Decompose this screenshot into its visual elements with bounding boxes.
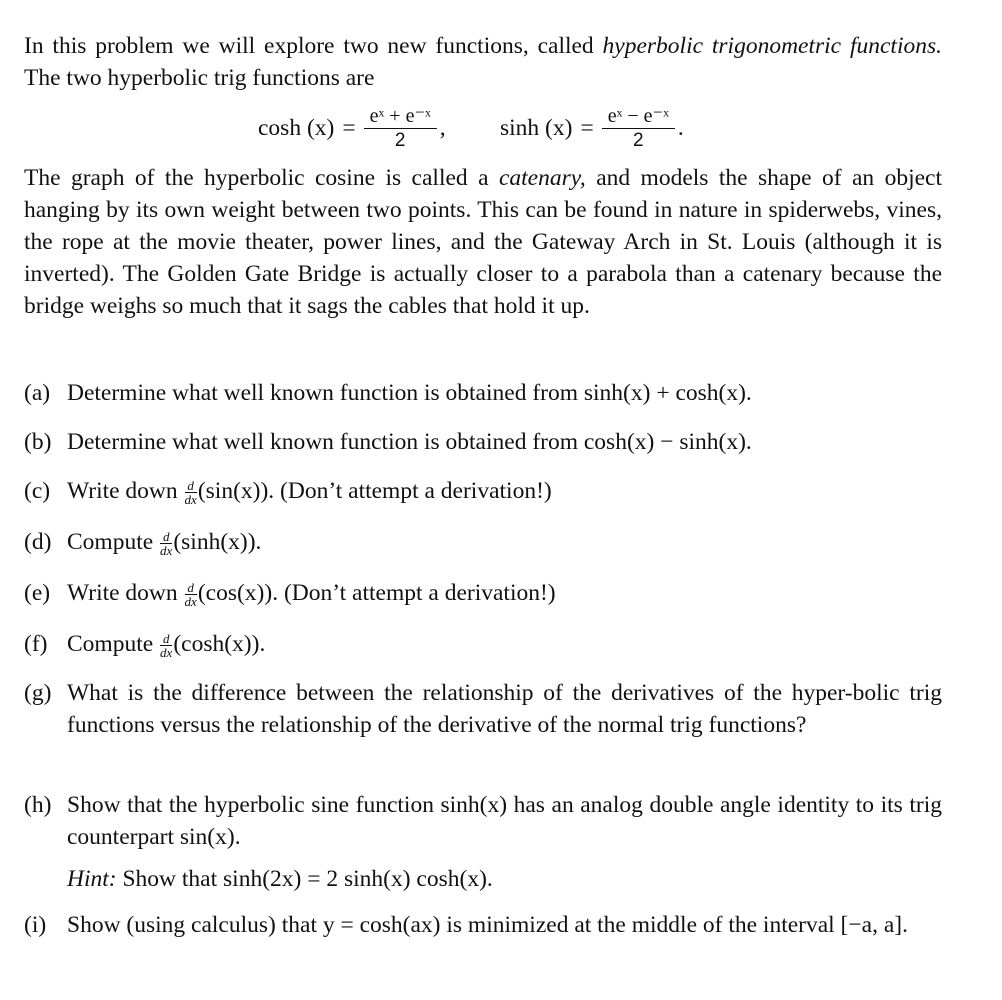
item-d-body <box>67 526 942 558</box>
item-f-ddx-num: d <box>162 631 170 647</box>
item-d-before: Compute <box>67 529 160 555</box>
item-c-body <box>67 475 942 507</box>
cosh-numerator: eˣ + e⁻ˣ <box>369 104 431 127</box>
item-e-before: Write down <box>67 580 184 606</box>
catenary-paragraph <box>24 162 942 322</box>
item-f-body <box>67 628 942 660</box>
cosh-fraction <box>364 104 437 153</box>
item-d-label: (d) <box>24 529 52 555</box>
sinh-numerator: eˣ − e⁻ˣ <box>607 104 669 127</box>
item-e-derivative-operator <box>185 581 197 608</box>
cosh-equation <box>258 96 446 160</box>
item-c <box>24 475 942 507</box>
item-f-label: (f) <box>24 631 48 657</box>
item-e <box>24 577 942 609</box>
cosh-denominator: 2 <box>394 129 406 151</box>
hyperbolic-definitions <box>24 96 942 160</box>
intro-text-after: The two hyperbolic trig functions are <box>24 65 375 91</box>
cosh-lhs: cosh (x) <box>258 115 335 141</box>
item-c-ddx-num: d <box>187 478 194 494</box>
intro-text-before: In this problem we will explore two new functions, called <box>24 33 603 59</box>
catenary-before: The graph of the hyperbolic cosine is called a <box>24 165 499 191</box>
item-g-label: (g) <box>24 680 52 706</box>
item-d-derivative-operator <box>160 530 172 557</box>
item-d-ddx-num: d <box>162 529 170 545</box>
item-h-hint-text: Show that sinh(2x) = 2 sinh(x) cosh(x). <box>116 866 493 892</box>
item-e-ddx-den: dx <box>184 594 197 610</box>
item-c-before: Write down <box>67 478 184 504</box>
catenary-italic: catenary, <box>498 165 586 191</box>
item-e-after: (cos(x)). (Don’t attempt a derivation!) <box>197 580 556 606</box>
item-f-after: (cosh(x)). <box>173 631 266 657</box>
item-c-ddx-den: dx <box>184 492 197 508</box>
sinh-denominator: 2 <box>633 129 644 151</box>
sinh-punct: . <box>677 115 684 141</box>
item-c-after: (sin(x)). (Don’t attempt a derivation!) <box>197 478 552 504</box>
item-h <box>24 789 942 895</box>
item-b <box>24 426 942 458</box>
catenary-after: and models the shape of an object hanging by its own weight between two points. This can be found in nature in spiderwebs, vines, the rope at the movie theater, power lines, and the Gateway Arch in St. Louis (although it is inverted). The Golden Gate Bridge is actually closer to a parabola than a catenary because the bridge weighs so much that it sags the cables that hold it up. <box>24 165 942 319</box>
item-a-label: (a) <box>24 380 51 406</box>
problem-page <box>24 30 942 322</box>
item-b-label: (b) <box>24 429 52 455</box>
item-e-label: (e) <box>24 580 51 606</box>
item-a <box>24 377 942 409</box>
item-e-ddx-num: d <box>187 580 194 596</box>
sinh-equals: = <box>580 115 594 141</box>
item-a-text: Determine what well known function is obtained from sinh(x) + cosh(x). <box>67 380 752 406</box>
sinh-lhs: sinh (x) <box>500 115 573 141</box>
item-i-text: Show (using calculus) that y = cosh(ax) is minimized at the middle of the interval [−a, a]. <box>67 912 908 938</box>
intro-italic-term: hyperbolic trigonometric functions. <box>602 33 942 59</box>
intro-paragraph <box>24 30 942 94</box>
item-h-label: (h) <box>24 792 52 818</box>
item-g <box>24 677 942 741</box>
item-d-ddx-den: dx <box>160 543 173 559</box>
item-e-body <box>67 577 942 609</box>
sinh-equation <box>500 96 684 160</box>
item-f-derivative-operator <box>160 632 172 659</box>
item-f-ddx-den: dx <box>160 645 173 661</box>
item-c-label: (c) <box>24 478 51 504</box>
item-h-hint-label: Hint: <box>67 866 117 892</box>
item-h-body <box>67 789 942 895</box>
item-i <box>24 909 942 941</box>
item-h-hint <box>67 863 942 895</box>
sinh-fraction <box>602 104 675 153</box>
item-h-text: Show that the hyperbolic sine function sinh(x) has an analog double angle identity to its trig counterpart sin(x). <box>67 792 942 850</box>
item-g-text: What is the difference between the relationship of the derivatives of the hyper-bolic trig functions versus the relationship of the derivative of the normal trig functions? <box>67 680 942 738</box>
item-f-before: Compute <box>67 631 160 657</box>
item-b-text: Determine what well known function is obtained from cosh(x) − sinh(x). <box>67 429 752 455</box>
item-c-derivative-operator <box>185 479 197 506</box>
item-f <box>24 628 942 660</box>
item-i-label: (i) <box>24 912 47 938</box>
item-d-after: (sinh(x)). <box>173 529 262 555</box>
cosh-punct: , <box>439 115 446 141</box>
item-d <box>24 526 942 558</box>
cosh-equals: = <box>342 115 356 141</box>
